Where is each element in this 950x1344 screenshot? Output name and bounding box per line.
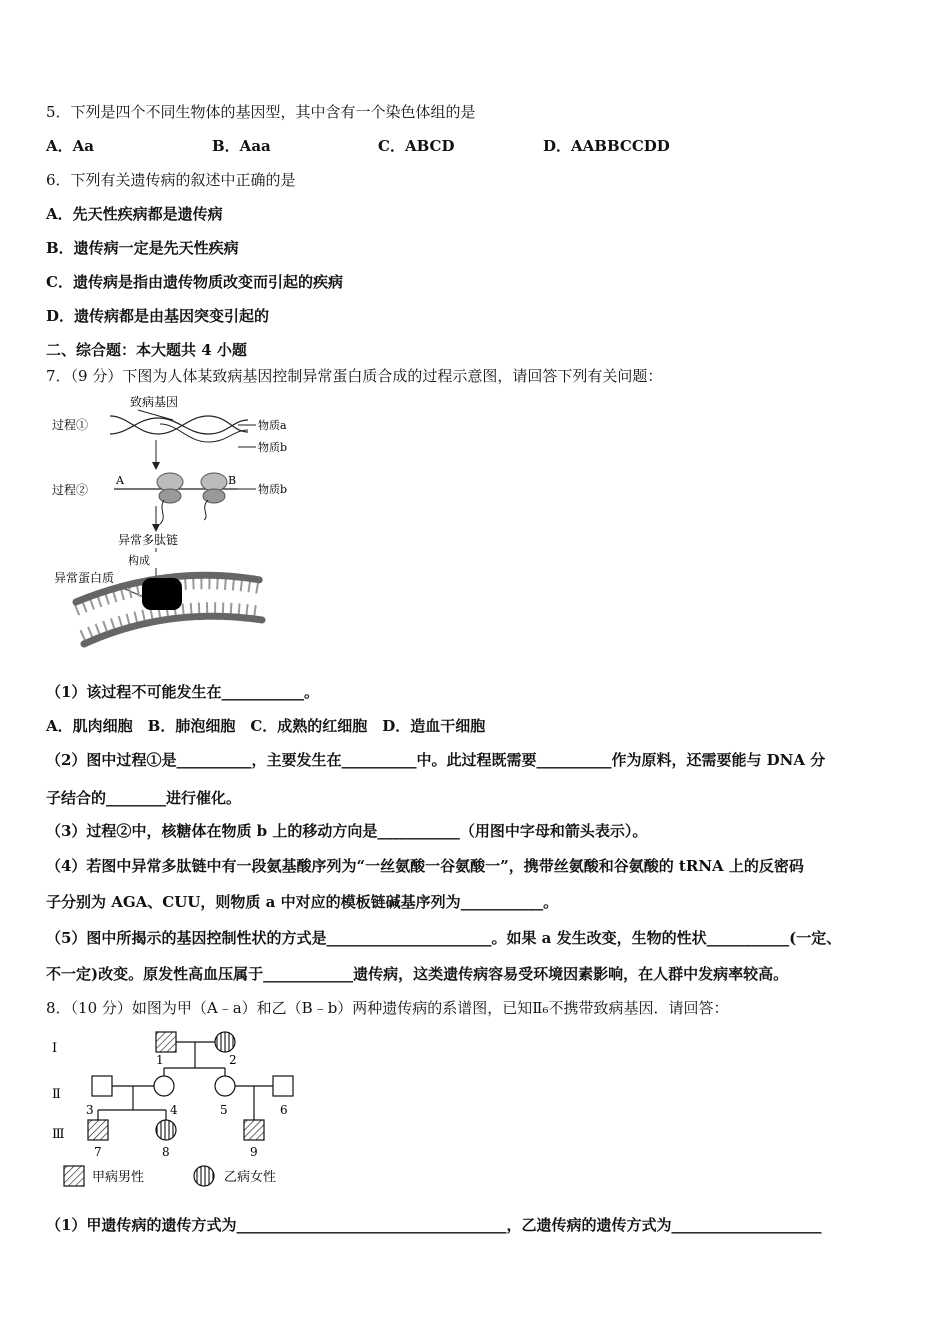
q8-stem: 8．（10 分）如图为甲（A﹣a）和乙（B﹣b）两种遗传病的系谱图，已知Ⅱ₆不携带致病基因．请回答： <box>46 999 729 1017</box>
individual-9-affected-male <box>244 1120 264 1140</box>
pedigree-chart <box>44 1026 314 1196</box>
protein-synthesis-diagram <box>48 392 308 662</box>
q5-option-c: C．ABCD <box>378 137 455 155</box>
individual-8-affected-female <box>156 1120 176 1140</box>
id-2: 2 <box>229 1053 237 1067</box>
q7-sub1: （1）该过程不可能发生在___________。 <box>46 683 319 701</box>
peptide-chain-1 <box>160 500 164 524</box>
q5-option-a: A．Aa <box>46 137 94 155</box>
id-5: 5 <box>220 1103 228 1117</box>
process1-label: 过程① <box>52 418 89 432</box>
individual-1-affected-male <box>156 1032 176 1052</box>
peptide-chain-2 <box>204 500 208 520</box>
section-heading: 二、综合题：本大题共 4 小题 <box>46 341 247 359</box>
q6-option-a: A．先天性疾病都是遗传病 <box>46 205 223 223</box>
q7-sub2-line1: （2）图中过程①是__________，主要发生在__________中。此过程既需要__________作为原料，还需要能与 DNA 分 <box>46 751 826 769</box>
q6-option-b: B．遗传病一定是先天性疾病 <box>46 239 239 257</box>
individual-7-affected-male <box>88 1120 108 1140</box>
label-b: B <box>228 474 237 487</box>
label-a: A <box>116 474 124 487</box>
polypeptide-label: 异常多肽链 <box>118 533 179 547</box>
q6-option-d: D．遗传病都是由基因突变引起的 <box>46 307 270 325</box>
gen-label-3: Ⅲ <box>52 1127 65 1142</box>
ribosome-1 <box>157 473 183 503</box>
gene-label: 致病基因 <box>130 395 179 409</box>
q5-stem: 5．下列是四个不同生物体的基因型，其中含有一个染色体组的是 <box>46 103 476 121</box>
abnormal-protein-block <box>142 578 182 610</box>
q7-sub2-line2: 子结合的________进行催化。 <box>46 789 242 807</box>
q5-option-b: B．Aaa <box>212 137 271 155</box>
individual-4-female <box>154 1076 174 1096</box>
dna-strands <box>110 416 248 442</box>
gen-label-1: Ⅰ <box>52 1041 58 1056</box>
id-6: 6 <box>280 1103 288 1117</box>
q7-sub4-line1: （4）若图中异常多肽链中有一段氨基酸序列为“一丝氨酸一谷氨酸一”，携带丝氨酸和谷氨酸的 tRNA 上的反密码 <box>46 857 804 875</box>
q7-sub1-options: A．肌肉细胞 B．肺泡细胞 C．成熟的红细胞 D．造血干细胞 <box>46 717 486 735</box>
q7-sub5-line1: （5）图中所揭示的基因控制性状的方式是______________________。如果 a 发生改变，生物的性状___________(一定、 <box>46 929 842 947</box>
id-3: 3 <box>86 1103 94 1117</box>
substance-b-label-1: 物质b <box>258 441 288 454</box>
q7-sub4-line2: 子分别为 AGA、CUU，则物质 a 中对应的模板链碱基序列为___________。 <box>46 893 559 911</box>
protein-label: 异常蛋白质 <box>54 571 115 585</box>
q6-stem: 6．下列有关遗传病的叙述中正确的是 <box>46 171 296 189</box>
id-1: 1 <box>156 1053 164 1067</box>
id-9: 9 <box>250 1145 258 1159</box>
substance-a-label: 物质a <box>258 419 287 432</box>
id-4: 4 <box>170 1103 178 1117</box>
q8-sub1: （1）甲遗传病的遗传方式为____________________________________，乙遗传病的遗传方式为____________________ <box>46 1216 822 1234</box>
id-7: 7 <box>94 1145 102 1159</box>
legend-male-symbol <box>64 1166 84 1186</box>
individual-2-affected-female <box>215 1032 235 1052</box>
id-8: 8 <box>162 1145 170 1159</box>
legend-male-label: 甲病男性 <box>92 1170 145 1185</box>
q7-stem: 7．（9 分）下图为人体某致病基因控制异常蛋白质合成的过程示意图，请回答下列有关问题： <box>46 367 663 385</box>
process2-label: 过程② <box>52 483 89 497</box>
q7-sub3: （3）过程②中，核糖体在物质 b 上的移动方向是___________（用图中字母和箭头表示）。 <box>46 822 648 840</box>
compose-label: 构成 <box>128 554 150 567</box>
q7-sub5-line2: 不一定)改变。原发性高血压属于____________遗传病，这类遗传病容易受环境因素影响，在人群中发病率较高。 <box>46 965 789 983</box>
arrow-head-2 <box>152 524 160 532</box>
arrow-head-1 <box>152 462 160 470</box>
q6-option-c: C．遗传病是指由遗传物质改变而引起的疾病 <box>46 273 343 291</box>
individual-3-male <box>92 1076 112 1096</box>
individual-6-male <box>273 1076 293 1096</box>
individual-5-female <box>215 1076 235 1096</box>
gen-label-2: Ⅱ <box>52 1087 61 1102</box>
legend-female-symbol <box>194 1166 214 1186</box>
q5-option-d: D．AABBCCDD <box>543 137 670 155</box>
ribosome-2 <box>201 473 227 503</box>
legend-female-label: 乙病女性 <box>224 1170 277 1185</box>
substance-b-label-2: 物质b <box>258 483 288 496</box>
